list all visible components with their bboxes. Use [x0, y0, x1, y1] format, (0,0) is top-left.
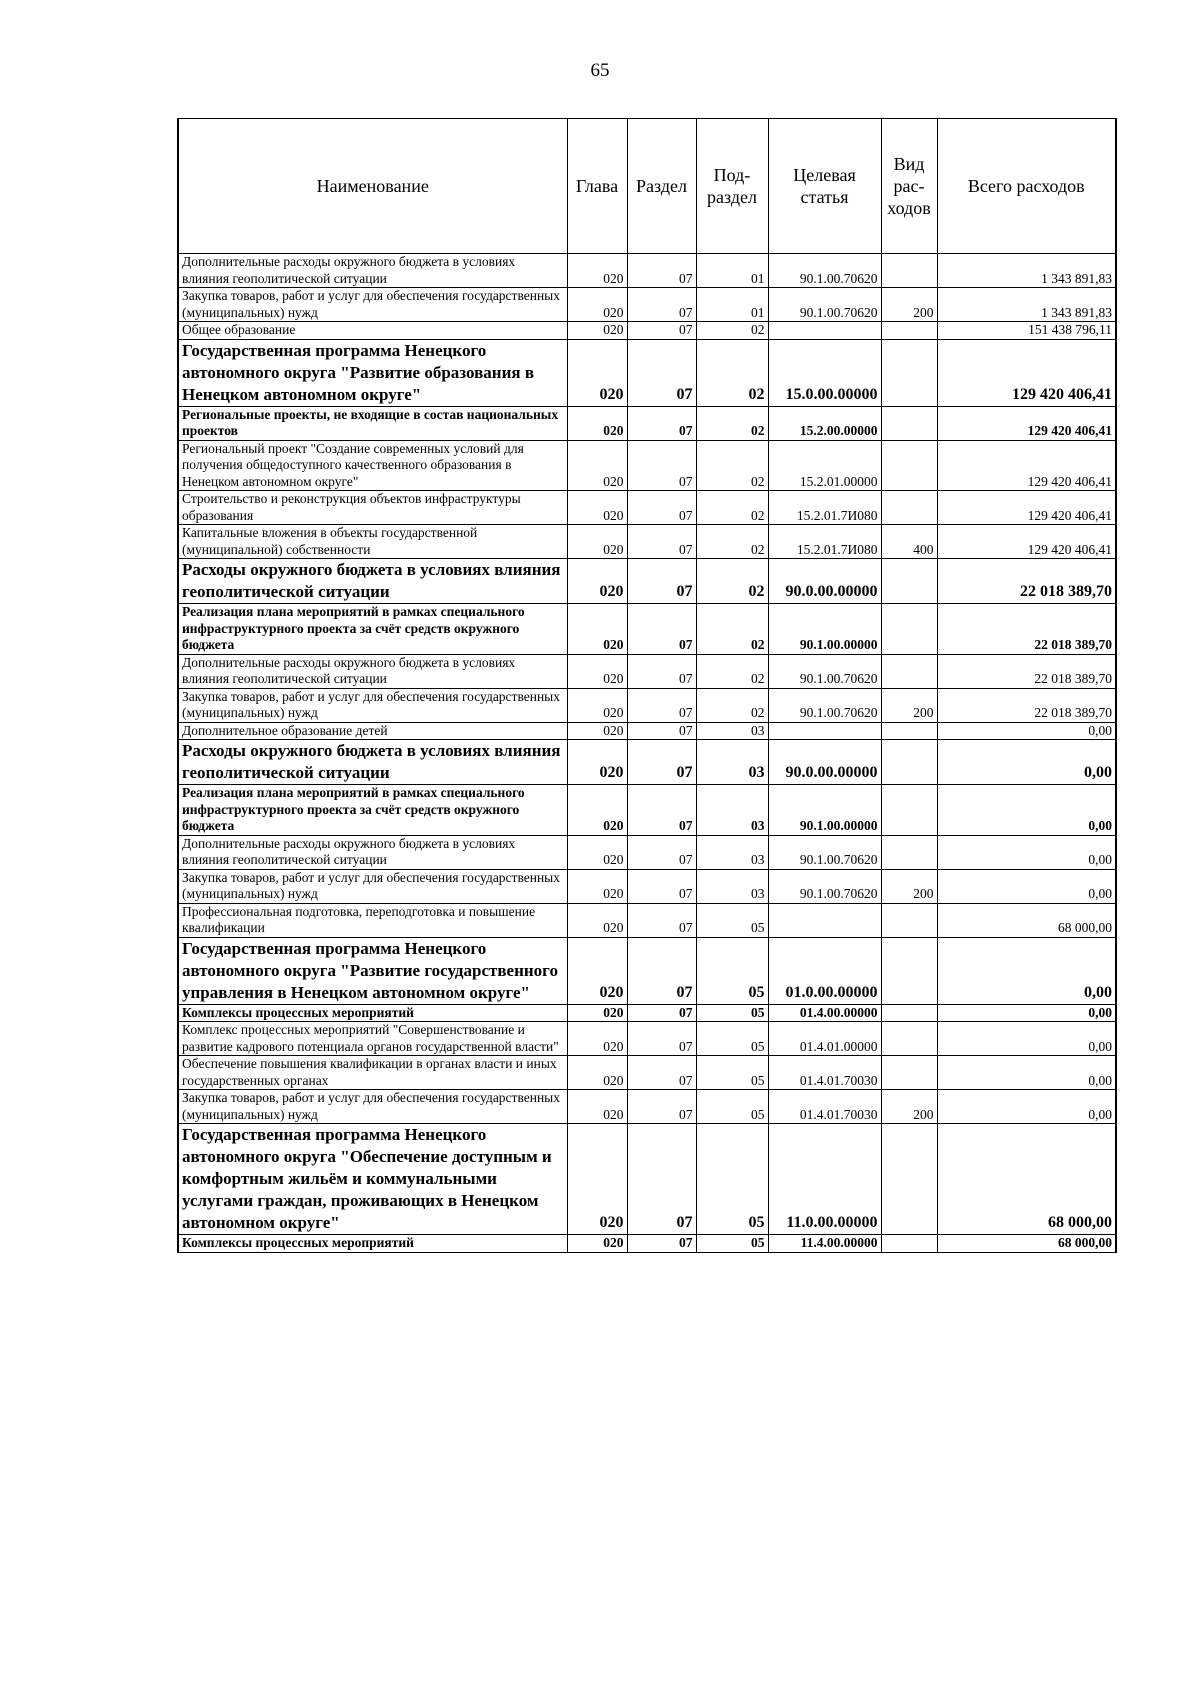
cell-type	[881, 491, 937, 525]
cell-section: 07	[627, 1090, 696, 1124]
cell-subsection: 05	[696, 903, 768, 937]
cell-subsection: 03	[696, 835, 768, 869]
cell-chapter: 020	[567, 288, 627, 322]
cell-total: 22 018 389,70	[937, 688, 1116, 722]
cell-total: 0,00	[937, 740, 1116, 785]
cell-total: 0,00	[937, 722, 1116, 740]
cell-target: 15.2.01.00000	[768, 440, 881, 491]
cell-name: Государственная программа Ненецкого автономного округа "Развитие государственного управления в Ненецком автономном округе"	[178, 937, 567, 1004]
cell-name: Дополнительное образование детей	[178, 722, 567, 740]
cell-chapter: 020	[567, 1090, 627, 1124]
cell-name: Комплексы процессных мероприятий	[178, 1235, 567, 1253]
cell-type	[881, 322, 937, 340]
cell-subsection: 01	[696, 288, 768, 322]
cell-target: 90.1.00.70620	[768, 835, 881, 869]
cell-name: Закупка товаров, работ и услуг для обеспечения государственных (муниципальных) нужд	[178, 1090, 567, 1124]
cell-target: 01.4.01.70030	[768, 1056, 881, 1090]
cell-name: Строительство и реконструкция объектов инфраструктуры образования	[178, 491, 567, 525]
cell-section: 07	[627, 1004, 696, 1022]
table-row	[178, 525, 1116, 559]
cell-section: 07	[627, 406, 696, 440]
cell-name: Дополнительные расходы окружного бюджета в условиях влияния геополитической ситуации	[178, 254, 567, 288]
cell-chapter: 020	[567, 1235, 627, 1253]
table-row	[178, 654, 1116, 688]
table-row	[178, 1235, 1116, 1253]
cell-total: 0,00	[937, 785, 1116, 836]
cell-subsection: 02	[696, 322, 768, 340]
cell-target: 90.1.00.70620	[768, 254, 881, 288]
cell-name: Расходы окружного бюджета в условиях влияния геополитической ситуации	[178, 740, 567, 785]
table-row	[178, 406, 1116, 440]
table-row	[178, 740, 1116, 785]
page-number: 65	[590, 60, 610, 81]
cell-type	[881, 835, 937, 869]
cell-section: 07	[627, 1056, 696, 1090]
cell-section: 07	[627, 688, 696, 722]
cell-target: 15.2.01.7И080	[768, 491, 881, 525]
table-row	[178, 835, 1116, 869]
header-total: Всего расходов	[937, 119, 1116, 254]
cell-subsection: 02	[696, 440, 768, 491]
cell-total: 68 000,00	[937, 903, 1116, 937]
cell-type: 200	[881, 288, 937, 322]
cell-subsection: 05	[696, 1090, 768, 1124]
cell-total: 0,00	[937, 1090, 1116, 1124]
cell-subsection: 05	[696, 1056, 768, 1090]
cell-target: 90.0.00.00000	[768, 740, 881, 785]
cell-subsection: 02	[696, 406, 768, 440]
cell-section: 07	[627, 654, 696, 688]
cell-total: 1 343 891,83	[937, 254, 1116, 288]
cell-type	[881, 604, 937, 655]
cell-section: 07	[627, 1124, 696, 1235]
cell-type	[881, 559, 937, 604]
cell-total: 0,00	[937, 1022, 1116, 1056]
cell-section: 07	[627, 525, 696, 559]
cell-section: 07	[627, 785, 696, 836]
cell-section: 07	[627, 288, 696, 322]
header-name: Наименование	[178, 119, 567, 254]
cell-total: 0,00	[937, 869, 1116, 903]
cell-subsection: 02	[696, 525, 768, 559]
cell-type	[881, 740, 937, 785]
cell-type	[881, 406, 937, 440]
cell-total: 0,00	[937, 1056, 1116, 1090]
cell-subsection: 02	[696, 339, 768, 406]
cell-total: 1 343 891,83	[937, 288, 1116, 322]
cell-section: 07	[627, 559, 696, 604]
cell-chapter: 020	[567, 722, 627, 740]
cell-section: 07	[627, 740, 696, 785]
cell-type	[881, 785, 937, 836]
cell-total: 0,00	[937, 937, 1116, 1004]
cell-chapter: 020	[567, 491, 627, 525]
cell-section: 07	[627, 835, 696, 869]
cell-section: 07	[627, 254, 696, 288]
cell-target: 01.4.01.00000	[768, 1022, 881, 1056]
cell-type	[881, 1004, 937, 1022]
table-row	[178, 322, 1116, 340]
table-row	[178, 903, 1116, 937]
cell-target: 90.0.00.00000	[768, 559, 881, 604]
cell-section: 07	[627, 1235, 696, 1253]
cell-name: Обеспечение повышения квалификации в органах власти и иных государственных органах	[178, 1056, 567, 1090]
cell-type	[881, 903, 937, 937]
header-subsection: Под- раздел	[696, 119, 768, 254]
cell-total: 129 420 406,41	[937, 339, 1116, 406]
cell-target: 01.4.01.70030	[768, 1090, 881, 1124]
cell-total: 151 438 796,11	[937, 322, 1116, 340]
table-row	[178, 288, 1116, 322]
table-row	[178, 1090, 1116, 1124]
cell-name: Государственная программа Ненецкого автономного округа "Обеспечение доступным и комфортным жильём и коммунальными услугами граждан, проживающих в Ненецком автономном округе"	[178, 1124, 567, 1235]
cell-total: 129 420 406,41	[937, 491, 1116, 525]
table-body	[178, 254, 1116, 1253]
cell-target: 01.4.00.00000	[768, 1004, 881, 1022]
cell-type	[881, 254, 937, 288]
cell-type	[881, 1056, 937, 1090]
table-header-row	[178, 119, 1116, 254]
header-type: Вид рас- ходов	[881, 119, 937, 254]
cell-target: 90.1.00.00000	[768, 785, 881, 836]
cell-target	[768, 903, 881, 937]
header-target: Целевая статья	[768, 119, 881, 254]
table-row	[178, 339, 1116, 406]
cell-subsection: 03	[696, 740, 768, 785]
cell-type: 200	[881, 688, 937, 722]
cell-section: 07	[627, 722, 696, 740]
cell-subsection: 05	[696, 1235, 768, 1253]
cell-target: 90.1.00.70620	[768, 869, 881, 903]
budget-table	[177, 118, 1117, 1253]
cell-chapter: 020	[567, 835, 627, 869]
cell-total: 0,00	[937, 835, 1116, 869]
cell-section: 07	[627, 903, 696, 937]
table-row	[178, 722, 1116, 740]
cell-total: 129 420 406,41	[937, 406, 1116, 440]
cell-type	[881, 937, 937, 1004]
cell-name: Реализация плана мероприятий в рамках специального инфраструктурного проекта за счёт средств окружного бюджета	[178, 785, 567, 836]
cell-subsection: 05	[696, 1004, 768, 1022]
cell-name: Расходы окружного бюджета в условиях влияния геополитической ситуации	[178, 559, 567, 604]
cell-type	[881, 440, 937, 491]
cell-chapter: 020	[567, 1056, 627, 1090]
cell-subsection: 02	[696, 688, 768, 722]
table-row	[178, 937, 1116, 1004]
cell-target: 90.1.00.70620	[768, 688, 881, 722]
cell-name: Дополнительные расходы окружного бюджета в условиях влияния геополитической ситуации	[178, 835, 567, 869]
cell-name: Общее образование	[178, 322, 567, 340]
cell-name: Комплексы процессных мероприятий	[178, 1004, 567, 1022]
cell-name: Комплекс процессных мероприятий "Совершенствование и развитие кадрового потенциала органов государственной власти"	[178, 1022, 567, 1056]
cell-chapter: 020	[567, 254, 627, 288]
cell-type	[881, 339, 937, 406]
cell-target: 11.0.00.00000	[768, 1124, 881, 1235]
cell-subsection: 03	[696, 785, 768, 836]
cell-section: 07	[627, 869, 696, 903]
table-row	[178, 604, 1116, 655]
cell-section: 07	[627, 937, 696, 1004]
cell-type: 400	[881, 525, 937, 559]
cell-target: 15.2.00.00000	[768, 406, 881, 440]
cell-section: 07	[627, 440, 696, 491]
cell-chapter: 020	[567, 903, 627, 937]
cell-subsection: 02	[696, 604, 768, 655]
cell-section: 07	[627, 339, 696, 406]
cell-chapter: 020	[567, 339, 627, 406]
cell-total: 22 018 389,70	[937, 604, 1116, 655]
cell-chapter: 020	[567, 559, 627, 604]
cell-target	[768, 322, 881, 340]
cell-subsection: 02	[696, 491, 768, 525]
cell-name: Региональные проекты, не входящие в состав национальных проектов	[178, 406, 567, 440]
cell-chapter: 020	[567, 1004, 627, 1022]
table-row	[178, 254, 1116, 288]
cell-target: 90.1.00.70620	[768, 288, 881, 322]
cell-subsection: 02	[696, 654, 768, 688]
cell-type	[881, 722, 937, 740]
cell-chapter: 020	[567, 604, 627, 655]
cell-section: 07	[627, 1022, 696, 1056]
cell-chapter: 020	[567, 654, 627, 688]
cell-total: 129 420 406,41	[937, 440, 1116, 491]
cell-name: Закупка товаров, работ и услуг для обеспечения государственных (муниципальных) нужд	[178, 869, 567, 903]
cell-chapter: 020	[567, 406, 627, 440]
cell-name: Региональный проект "Создание современных условий для получения общедоступного качественного образования в Ненецком автономном округе"	[178, 440, 567, 491]
header-section: Раздел	[627, 119, 696, 254]
cell-subsection: 01	[696, 254, 768, 288]
table-row	[178, 491, 1116, 525]
table-row	[178, 869, 1116, 903]
cell-name: Дополнительные расходы окружного бюджета в условиях влияния геополитической ситуации	[178, 654, 567, 688]
cell-subsection: 03	[696, 869, 768, 903]
cell-subsection: 05	[696, 937, 768, 1004]
cell-total: 68 000,00	[937, 1124, 1116, 1235]
cell-chapter: 020	[567, 525, 627, 559]
cell-type	[881, 1235, 937, 1253]
cell-section: 07	[627, 604, 696, 655]
cell-chapter: 020	[567, 440, 627, 491]
cell-target	[768, 722, 881, 740]
cell-subsection: 02	[696, 559, 768, 604]
table-row	[178, 1056, 1116, 1090]
cell-subsection: 05	[696, 1124, 768, 1235]
table-row	[178, 1124, 1116, 1235]
cell-chapter: 020	[567, 785, 627, 836]
cell-total: 68 000,00	[937, 1235, 1116, 1253]
cell-target: 90.1.00.00000	[768, 604, 881, 655]
cell-type: 200	[881, 869, 937, 903]
table-row	[178, 785, 1116, 836]
table-row	[178, 440, 1116, 491]
table-row	[178, 1004, 1116, 1022]
cell-section: 07	[627, 491, 696, 525]
cell-total: 22 018 389,70	[937, 559, 1116, 604]
cell-name: Закупка товаров, работ и услуг для обеспечения государственных (муниципальных) нужд	[178, 288, 567, 322]
cell-subsection: 03	[696, 722, 768, 740]
cell-target: 11.4.00.00000	[768, 1235, 881, 1253]
table-row	[178, 559, 1116, 604]
cell-name: Государственная программа Ненецкого автономного округа "Развитие образования в Ненецком автономном округе"	[178, 339, 567, 406]
cell-target: 15.0.00.00000	[768, 339, 881, 406]
cell-subsection: 05	[696, 1022, 768, 1056]
table-row	[178, 1022, 1116, 1056]
cell-chapter: 020	[567, 1124, 627, 1235]
cell-chapter: 020	[567, 869, 627, 903]
cell-name: Реализация плана мероприятий в рамках специального инфраструктурного проекта за счёт средств окружного бюджета	[178, 604, 567, 655]
table-row	[178, 688, 1116, 722]
cell-target: 90.1.00.70620	[768, 654, 881, 688]
cell-type	[881, 654, 937, 688]
cell-chapter: 020	[567, 937, 627, 1004]
header-chapter: Глава	[567, 119, 627, 254]
cell-chapter: 020	[567, 1022, 627, 1056]
cell-total: 22 018 389,70	[937, 654, 1116, 688]
cell-chapter: 020	[567, 688, 627, 722]
cell-section: 07	[627, 322, 696, 340]
cell-name: Капитальные вложения в объекты государственной (муниципальной) собственности	[178, 525, 567, 559]
cell-name: Закупка товаров, работ и услуг для обеспечения государственных (муниципальных) нужд	[178, 688, 567, 722]
cell-type	[881, 1124, 937, 1235]
cell-total: 129 420 406,41	[937, 525, 1116, 559]
cell-target: 15.2.01.7И080	[768, 525, 881, 559]
cell-chapter: 020	[567, 740, 627, 785]
cell-total: 0,00	[937, 1004, 1116, 1022]
cell-name: Профессиональная подготовка, переподготовка и повышение квалификации	[178, 903, 567, 937]
cell-target: 01.0.00.00000	[768, 937, 881, 1004]
cell-type: 200	[881, 1090, 937, 1124]
cell-type	[881, 1022, 937, 1056]
cell-chapter: 020	[567, 322, 627, 340]
